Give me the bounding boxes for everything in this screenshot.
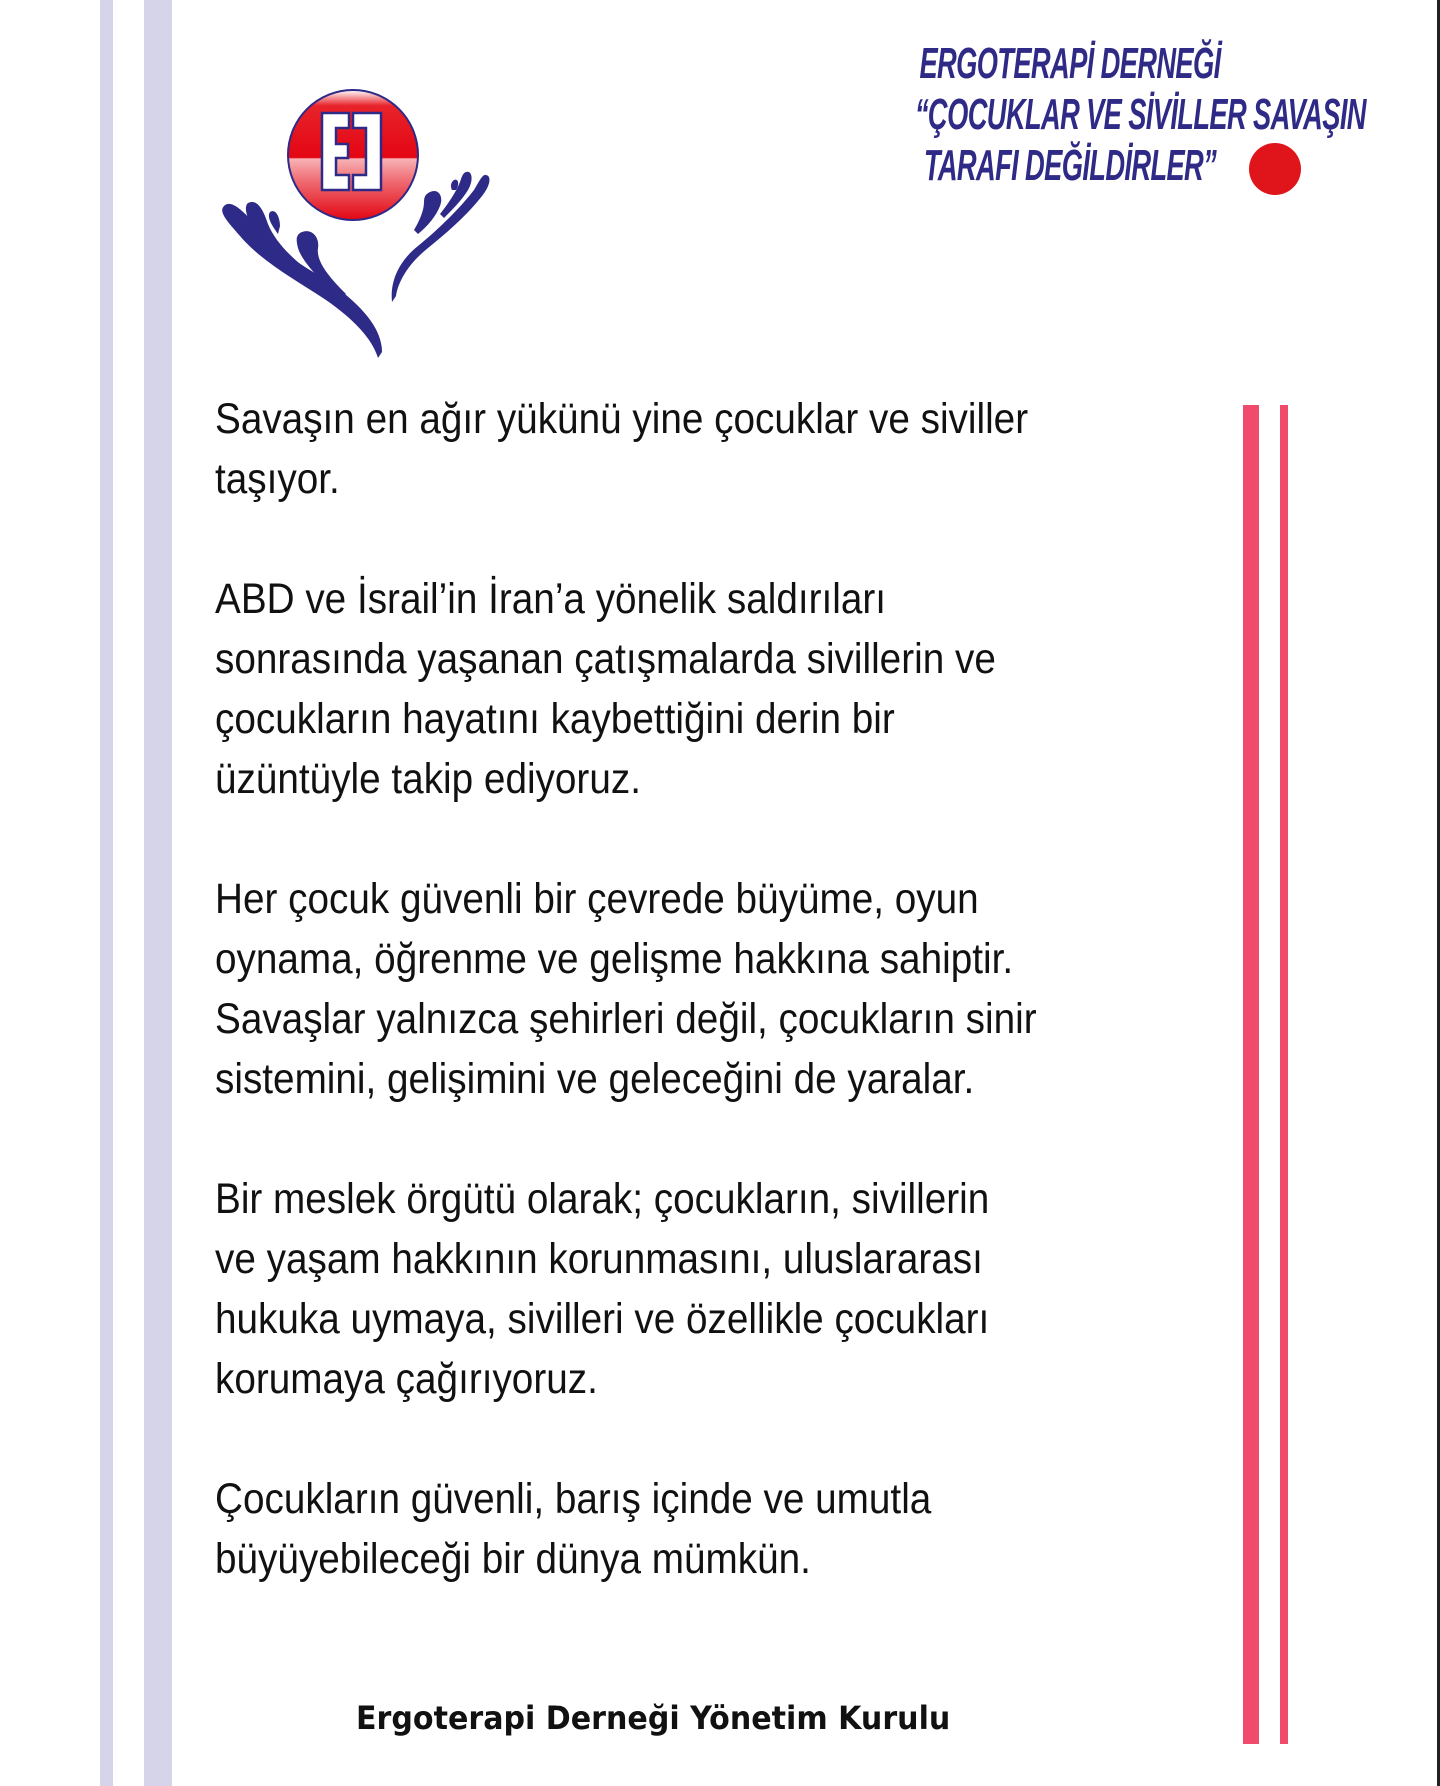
- paragraph-line: ABD ve İsrail’in İran’a yönelik saldırıları: [215, 575, 887, 623]
- headline-line-1: ERGOTERAPİ DERNEĞİ: [919, 39, 1221, 88]
- headline-line-3: TARAFI DEĞİLDİRLER”: [923, 141, 1217, 190]
- paragraph-line: üzüntüyle takip ediyoruz.: [215, 755, 641, 803]
- paragraph-line: korumaya çağırıyoruz.: [215, 1355, 598, 1403]
- headline-line-2: “ÇOCUKLAR VE SİVİLLER SAVAŞIN: [915, 90, 1366, 139]
- paragraph-2: [215, 569, 1215, 809]
- headline: [820, 38, 1366, 191]
- paragraph-line: Savaşlar yalnızca şehirleri değil, çocukların sinir: [215, 995, 1037, 1043]
- red-dot-decoration: [1249, 143, 1301, 195]
- paragraph-line: çocukların hayatını kaybettiğini derin bir: [215, 695, 895, 743]
- paragraph-line: Çocukların güvenli, barış içinde ve umutla: [215, 1475, 932, 1523]
- ergoterapi-dernegi-logo: [215, 85, 500, 360]
- left-decorative-stripe-thin: [100, 0, 113, 1786]
- paragraph-1: [215, 389, 1215, 509]
- paragraph-line: Bir meslek örgütü olarak; çocukların, sivillerin: [215, 1175, 990, 1223]
- statement-body: [215, 389, 1215, 1649]
- paragraph-line: sistemini, gelişimini ve geleceğini de yaralar.: [215, 1055, 975, 1103]
- hands-holding-globe-icon: [215, 85, 500, 360]
- right-decorative-stripe-thick: [1243, 405, 1259, 1744]
- signature: Ergoterapi Derneği Yönetim Kurulu: [356, 1699, 951, 1737]
- paragraph-3: [215, 869, 1215, 1109]
- paragraph-4: [215, 1169, 1215, 1409]
- paragraph-line: Her çocuk güvenli bir çevrede büyüme, oyun: [215, 875, 979, 923]
- paragraph-line: Savaşın en ağır yükünü yine çocuklar ve siviller: [215, 395, 1029, 443]
- paragraph-line: büyüyebileceği bir dünya mümkün.: [215, 1535, 811, 1583]
- paragraph-line: hukuka uymaya, sivilleri ve özellikle çocukları: [215, 1295, 990, 1343]
- paragraph-line: taşıyor.: [215, 455, 340, 503]
- paragraph-line: sonrasında yaşanan çatışmalarda sivillerin ve: [215, 635, 996, 683]
- paragraph-5: [215, 1469, 1215, 1589]
- right-decorative-stripe-thin: [1280, 405, 1288, 1744]
- left-decorative-stripe-thick: [144, 0, 172, 1786]
- paragraph-line: ve yaşam hakkının korunmasını, uluslararası: [215, 1235, 983, 1283]
- paragraph-line: oynama, öğrenme ve gelişme hakkına sahiptir.: [215, 935, 1014, 983]
